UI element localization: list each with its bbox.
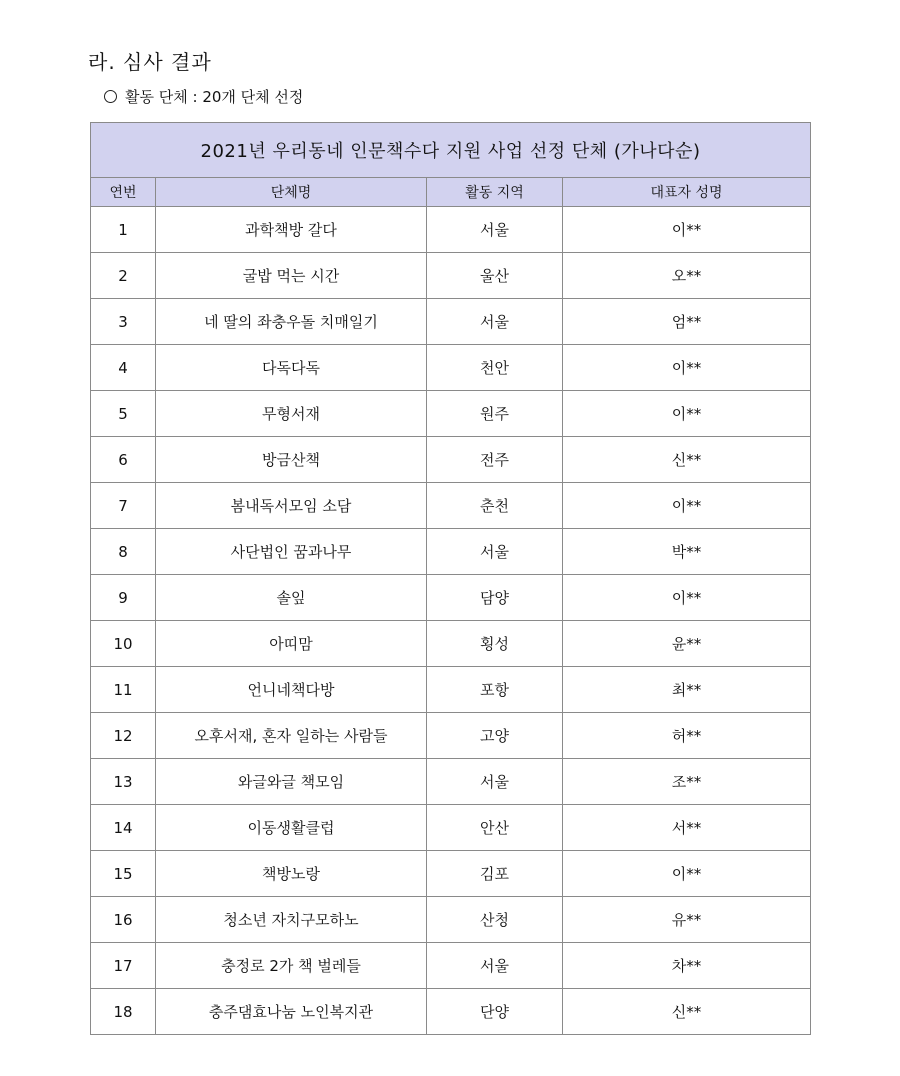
cell-number: 14 [91, 805, 156, 851]
cell-representative: 이** [563, 345, 811, 391]
cell-group-name: 언니네책다방 [156, 667, 427, 713]
table-row [91, 483, 811, 529]
cell-number: 15 [91, 851, 156, 897]
cell-region: 고양 [427, 713, 563, 759]
cell-representative: 이** [563, 483, 811, 529]
cell-group-name: 봄내독서모임 소담 [156, 483, 427, 529]
table-row [91, 621, 811, 667]
cell-number: 13 [91, 759, 156, 805]
cell-number: 3 [91, 299, 156, 345]
circle-bullet-icon [104, 90, 117, 103]
cell-representative: 이** [563, 575, 811, 621]
table-row [91, 759, 811, 805]
section-heading: 라. 심사 결과 [88, 50, 212, 74]
cell-number: 5 [91, 391, 156, 437]
cell-group-name: 오후서재, 혼자 일하는 사람들 [156, 713, 427, 759]
cell-region: 횡성 [427, 621, 563, 667]
cell-representative: 허** [563, 713, 811, 759]
cell-number: 11 [91, 667, 156, 713]
table-title-row [91, 123, 811, 178]
cell-group-name: 굴밥 먹는 시간 [156, 253, 427, 299]
table-row [91, 851, 811, 897]
cell-group-name: 아띠맘 [156, 621, 427, 667]
cell-number: 16 [91, 897, 156, 943]
column-header-representative: 대표자 성명 [563, 178, 811, 207]
table-row [91, 943, 811, 989]
column-header-region: 활동 지역 [427, 178, 563, 207]
cell-region: 서울 [427, 299, 563, 345]
cell-group-name: 충주댐효나눔 노인복지관 [156, 989, 427, 1035]
cell-region: 김포 [427, 851, 563, 897]
cell-region: 천안 [427, 345, 563, 391]
cell-representative: 윤** [563, 621, 811, 667]
cell-representative: 이** [563, 851, 811, 897]
cell-region: 안산 [427, 805, 563, 851]
cell-representative: 이** [563, 207, 811, 253]
subheading [104, 86, 303, 107]
cell-representative: 조** [563, 759, 811, 805]
table-row [91, 667, 811, 713]
cell-group-name: 솔잎 [156, 575, 427, 621]
cell-number: 6 [91, 437, 156, 483]
cell-region: 서울 [427, 943, 563, 989]
table-row [91, 897, 811, 943]
cell-representative: 서** [563, 805, 811, 851]
cell-number: 10 [91, 621, 156, 667]
column-header-group-name: 단체명 [156, 178, 427, 207]
selection-table [90, 122, 811, 1035]
cell-representative: 오** [563, 253, 811, 299]
cell-number: 2 [91, 253, 156, 299]
cell-representative: 차** [563, 943, 811, 989]
table-row [91, 391, 811, 437]
cell-representative: 최** [563, 667, 811, 713]
cell-group-name: 충정로 2가 책 벌레들 [156, 943, 427, 989]
cell-group-name: 와글와글 책모임 [156, 759, 427, 805]
cell-group-name: 방금산책 [156, 437, 427, 483]
cell-number: 17 [91, 943, 156, 989]
cell-number: 9 [91, 575, 156, 621]
table-row [91, 437, 811, 483]
cell-representative: 유** [563, 897, 811, 943]
cell-number: 4 [91, 345, 156, 391]
table-row [91, 575, 811, 621]
table-row [91, 989, 811, 1035]
cell-region: 전주 [427, 437, 563, 483]
table-row [91, 345, 811, 391]
cell-region: 단양 [427, 989, 563, 1035]
cell-representative: 신** [563, 437, 811, 483]
cell-region: 담양 [427, 575, 563, 621]
cell-representative: 이** [563, 391, 811, 437]
cell-group-name: 다독다독 [156, 345, 427, 391]
table-row [91, 253, 811, 299]
cell-number: 8 [91, 529, 156, 575]
cell-group-name: 무형서재 [156, 391, 427, 437]
cell-number: 18 [91, 989, 156, 1035]
cell-region: 울산 [427, 253, 563, 299]
cell-region: 서울 [427, 529, 563, 575]
cell-representative: 엄** [563, 299, 811, 345]
table-row [91, 207, 811, 253]
cell-number: 7 [91, 483, 156, 529]
cell-region: 서울 [427, 207, 563, 253]
cell-representative: 박** [563, 529, 811, 575]
cell-group-name: 이동생활클럽 [156, 805, 427, 851]
table-row [91, 805, 811, 851]
table-title: 2021년 우리동네 인문책수다 지원 사업 선정 단체 (가나다순) [91, 123, 811, 178]
cell-number: 12 [91, 713, 156, 759]
cell-region: 춘천 [427, 483, 563, 529]
cell-number: 1 [91, 207, 156, 253]
cell-region: 산청 [427, 897, 563, 943]
cell-group-name: 청소년 자치구모하노 [156, 897, 427, 943]
cell-group-name: 책방노랑 [156, 851, 427, 897]
cell-representative: 신** [563, 989, 811, 1035]
cell-group-name: 과학책방 갈다 [156, 207, 427, 253]
cell-region: 포항 [427, 667, 563, 713]
table-body [91, 207, 811, 1035]
table-row [91, 299, 811, 345]
cell-group-name: 사단법인 꿈과나무 [156, 529, 427, 575]
table-row [91, 529, 811, 575]
cell-group-name: 네 딸의 좌충우돌 치매일기 [156, 299, 427, 345]
column-header-number: 연번 [91, 178, 156, 207]
table-row [91, 713, 811, 759]
cell-region: 서울 [427, 759, 563, 805]
subheading-text: 활동 단체 : 20개 단체 선정 [125, 88, 304, 106]
table-header-row [91, 178, 811, 207]
cell-region: 원주 [427, 391, 563, 437]
